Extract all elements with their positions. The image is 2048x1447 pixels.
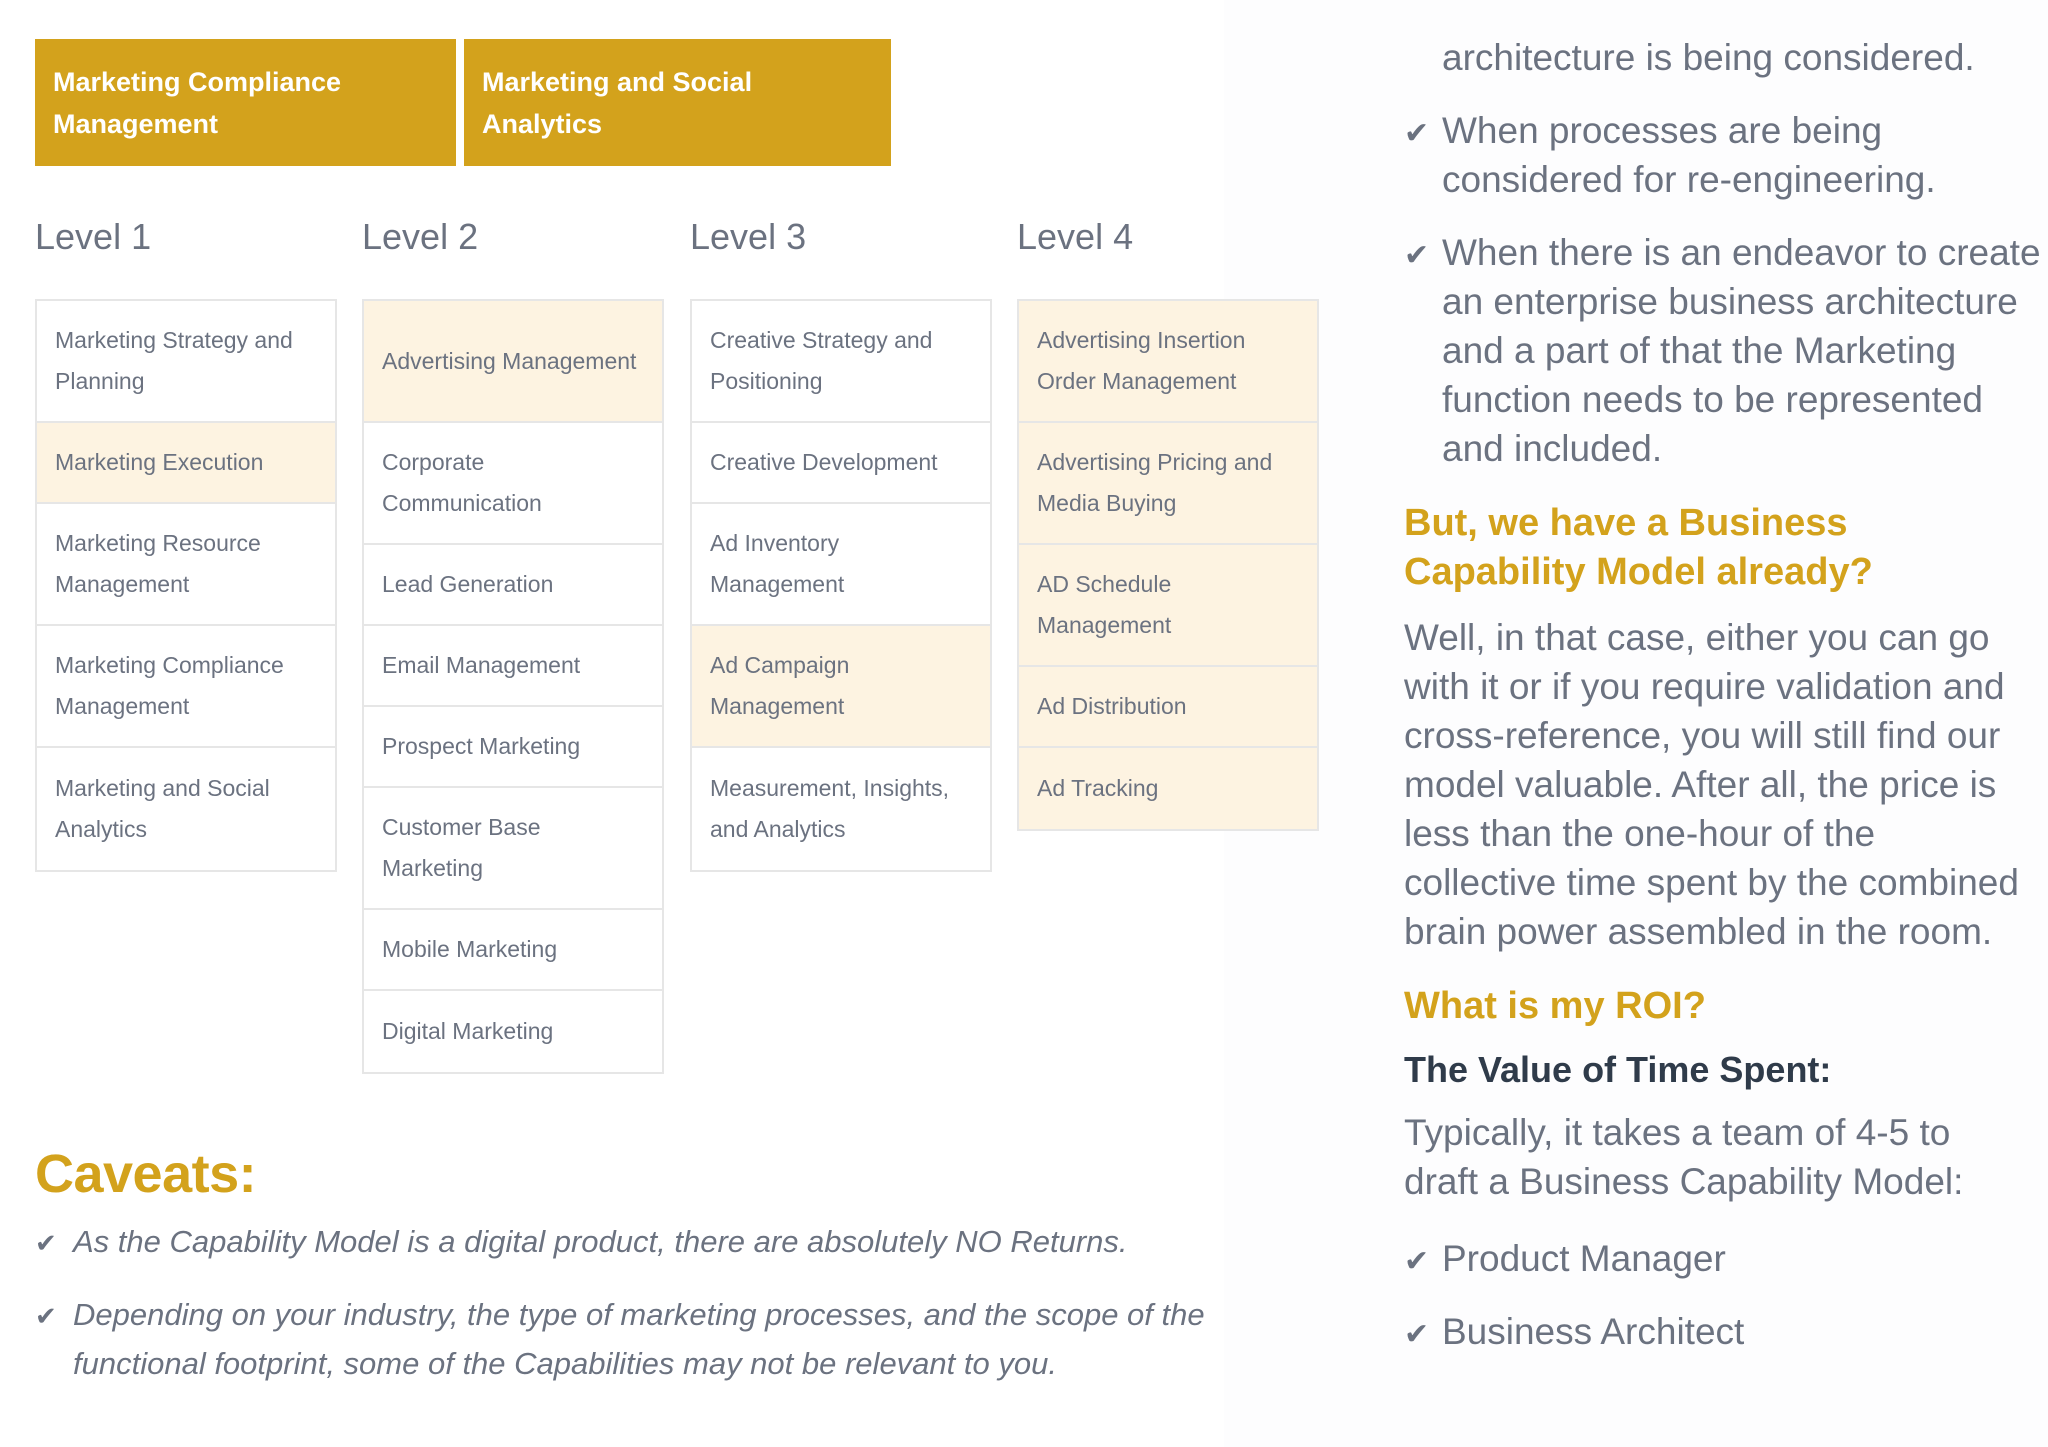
capability-cell-highlighted[interactable]: Advertising Pricing and Media Buying xyxy=(1019,423,1317,545)
tab-label-line1: Marketing and Social xyxy=(482,67,753,97)
level-3-title: Level 3 xyxy=(690,216,807,257)
subheading-value-of-time: The Value of Time Spent: xyxy=(1404,1049,1832,1090)
capability-cell[interactable]: Mobile Marketing xyxy=(364,910,662,991)
level-3-column xyxy=(690,299,992,872)
capability-cell[interactable]: Marketing Resource Management xyxy=(37,504,335,626)
caveat-item: ✔ Depending on your industry, the type of marketing processes, and the scope of the functional footprint, some of the Capabilities may not be relevant to you. xyxy=(35,1290,1235,1341)
capability-cell[interactable]: Digital Marketing xyxy=(382,1018,554,1044)
level-4-title: Level 4 xyxy=(1017,216,1134,257)
caveat-item: ✔ As the Capability Model is a digital product, there are absolutely NO Returns. xyxy=(35,1217,1235,1268)
tab-marketing-social-analytics[interactable] xyxy=(464,39,891,166)
tab-label-line1: Marketing Compliance xyxy=(53,67,342,97)
capability-cell[interactable]: Creative Development xyxy=(692,423,990,504)
check-icon: ✔ xyxy=(1404,1318,1430,1351)
level-2-column xyxy=(362,299,664,1074)
section-heading-capability-model: But, we have a Business Capability Model already? xyxy=(1404,502,1873,593)
capability-cell[interactable]: Prospect Marketing xyxy=(364,707,662,788)
capability-cell-highlighted[interactable]: Advertising Management xyxy=(364,301,662,423)
level-2-title: Level 2 xyxy=(362,216,479,257)
capability-cell[interactable]: Lead Generation xyxy=(364,545,662,626)
level-4-column xyxy=(1017,299,1319,831)
capability-cell[interactable]: Email Management xyxy=(364,626,662,707)
section-heading-roi: What is my ROI? xyxy=(1404,985,1706,1027)
check-icon: ✔ xyxy=(35,1228,57,1258)
tab-marketing-compliance[interactable] xyxy=(35,39,456,166)
paragraph-team-size: Typically, it takes a team of 4-5 to draft a Business Capability Model: xyxy=(1404,1112,1964,1202)
capability-cell[interactable]: Measurement, Insights, and Analytics xyxy=(710,775,950,842)
capability-cell[interactable]: Corporate Communication xyxy=(364,423,662,545)
capability-cell-highlighted[interactable]: Advertising Insertion Order Management xyxy=(1019,301,1317,423)
capability-cell-highlighted[interactable]: Ad Tracking xyxy=(1019,748,1317,829)
tab-label-line2: Management xyxy=(53,109,219,139)
caveats-title: Caveats: xyxy=(35,1144,257,1204)
capability-cell-highlighted[interactable]: Ad Distribution xyxy=(1019,667,1317,748)
capability-cell[interactable]: Ad Inventory Management xyxy=(692,504,990,626)
check-icon: ✔ xyxy=(1404,239,1430,272)
continued-text: architecture is being considered. xyxy=(1442,37,1975,78)
capability-cell[interactable]: Marketing Strategy and Planning xyxy=(37,301,335,423)
tab-label-line2: Analytics xyxy=(482,109,603,139)
level-1-column xyxy=(35,299,337,872)
capability-cell[interactable]: Marketing Compliance Management xyxy=(37,626,335,748)
level-1-title: Level 1 xyxy=(35,216,152,257)
capability-cell-highlighted[interactable]: Marketing Execution xyxy=(37,423,335,504)
capability-cell-highlighted[interactable]: AD Schedule Management xyxy=(1019,545,1317,667)
check-icon: ✔ xyxy=(1404,117,1430,150)
capability-cell[interactable]: Customer Base Marketing xyxy=(364,788,662,910)
check-icon: ✔ xyxy=(1404,1245,1430,1278)
check-icon: ✔ xyxy=(35,1301,57,1331)
capability-cell[interactable]: Creative Strategy and Positioning xyxy=(692,301,990,423)
capability-cell-highlighted[interactable]: Ad Campaign Management xyxy=(692,626,990,748)
capability-cell[interactable]: Marketing and Social Analytics xyxy=(55,775,270,842)
paragraph-capability-model: Well, in that case, either you can go with it or if you require validation and cross-reference, you will still find our model valuable. After all, the price is less than the one-hour of the collective time spent by the combined brain power assembled in the room. xyxy=(1404,617,2019,952)
